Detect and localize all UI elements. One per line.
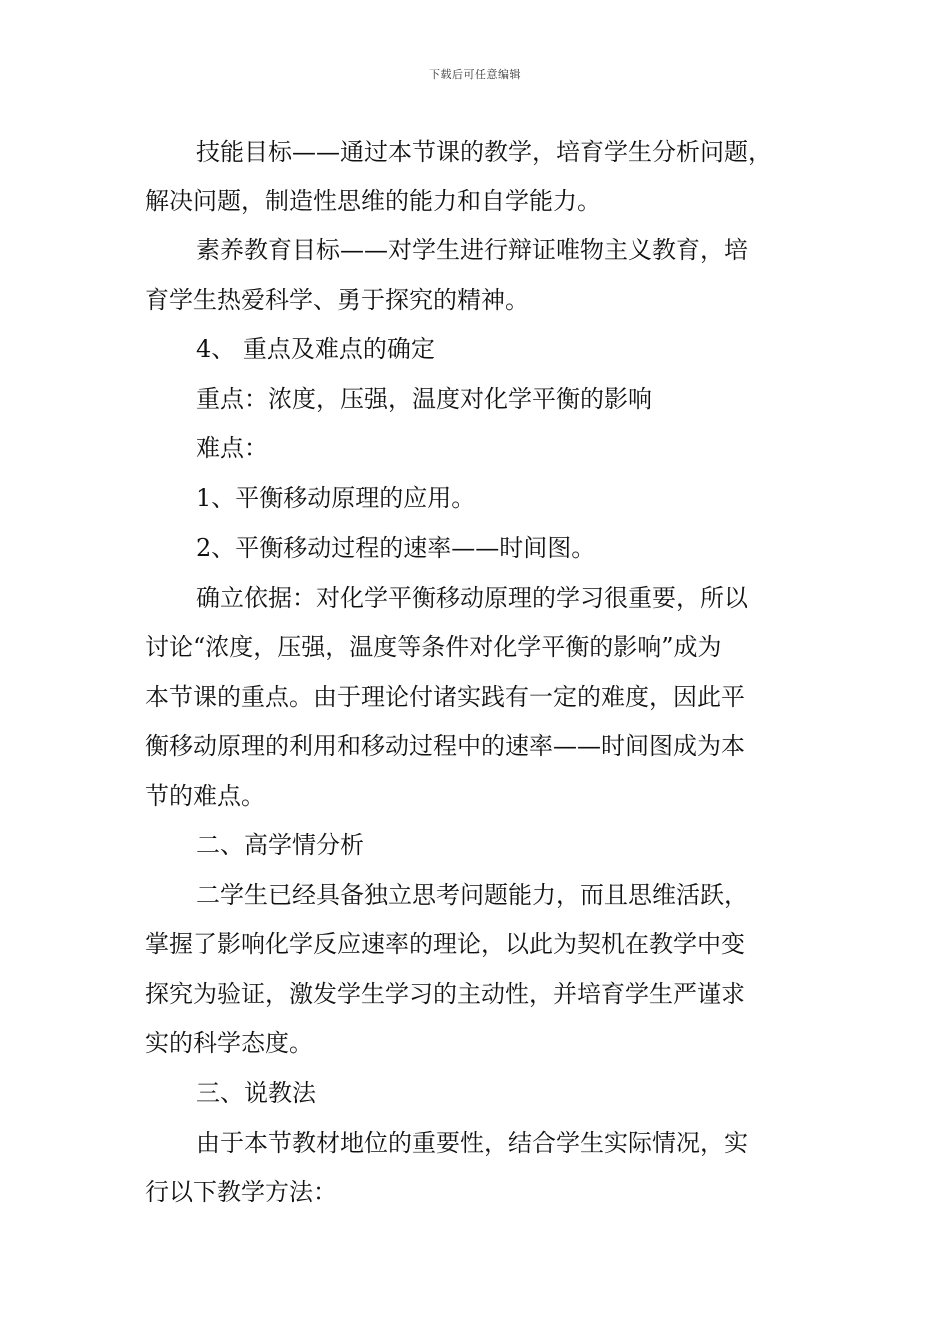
paragraph-line: 实的科学态度。	[145, 1029, 313, 1057]
list-item: 2、平衡移动过程的速率——时间图。	[196, 534, 596, 562]
section-heading: 4、 重点及难点的确定	[196, 335, 435, 363]
header-note: 下载后可任意编辑	[429, 68, 521, 81]
list-item: 1、平衡移动原理的应用。	[196, 484, 476, 512]
paragraph-line: 素养教育目标——对学生进行辩证唯物主义教育，培	[196, 236, 748, 264]
paragraph-line: 难点：	[196, 434, 268, 462]
paragraph-line: 本节课的重点。由于理论付诸实践有一定的难度，因此平	[145, 683, 745, 711]
paragraph-line: 由于本节教材地位的重要性，结合学生实际情况，实	[196, 1129, 748, 1157]
paragraph-line: 掌握了影响化学反应速率的理论，以此为契机在教学中变	[145, 930, 745, 958]
section-heading: 三、说教法	[196, 1079, 316, 1107]
paragraph-line: 解决问题，制造性思维的能力和自学能力。	[145, 187, 601, 215]
paragraph-line: 技能目标——通过本节课的教学，培育学生分析问题，	[196, 138, 772, 166]
paragraph-line: 重点：浓度，压强，温度对化学平衡的影响	[196, 385, 652, 413]
paragraph-line: 探究为验证，激发学生学习的主动性，并培育学生严谨求	[145, 980, 745, 1008]
section-heading: 二、高学情分析	[196, 831, 364, 859]
paragraph-line: 育学生热爱科学、勇于探究的精神。	[145, 286, 529, 314]
paragraph-line: 行以下教学方法：	[145, 1178, 337, 1206]
paragraph-line: 讨论“浓度，压强，温度等条件对化学平衡的影响”成为	[145, 633, 722, 661]
paragraph-line: 衡移动原理的利用和移动过程中的速率——时间图成为本	[145, 732, 745, 760]
paragraph-line: 二学生已经具备独立思考问题能力，而且思维活跃，	[196, 881, 748, 909]
paragraph-line: 节的难点。	[145, 782, 265, 810]
paragraph-line: 确立依据：对化学平衡移动原理的学习很重要，所以	[196, 584, 748, 612]
